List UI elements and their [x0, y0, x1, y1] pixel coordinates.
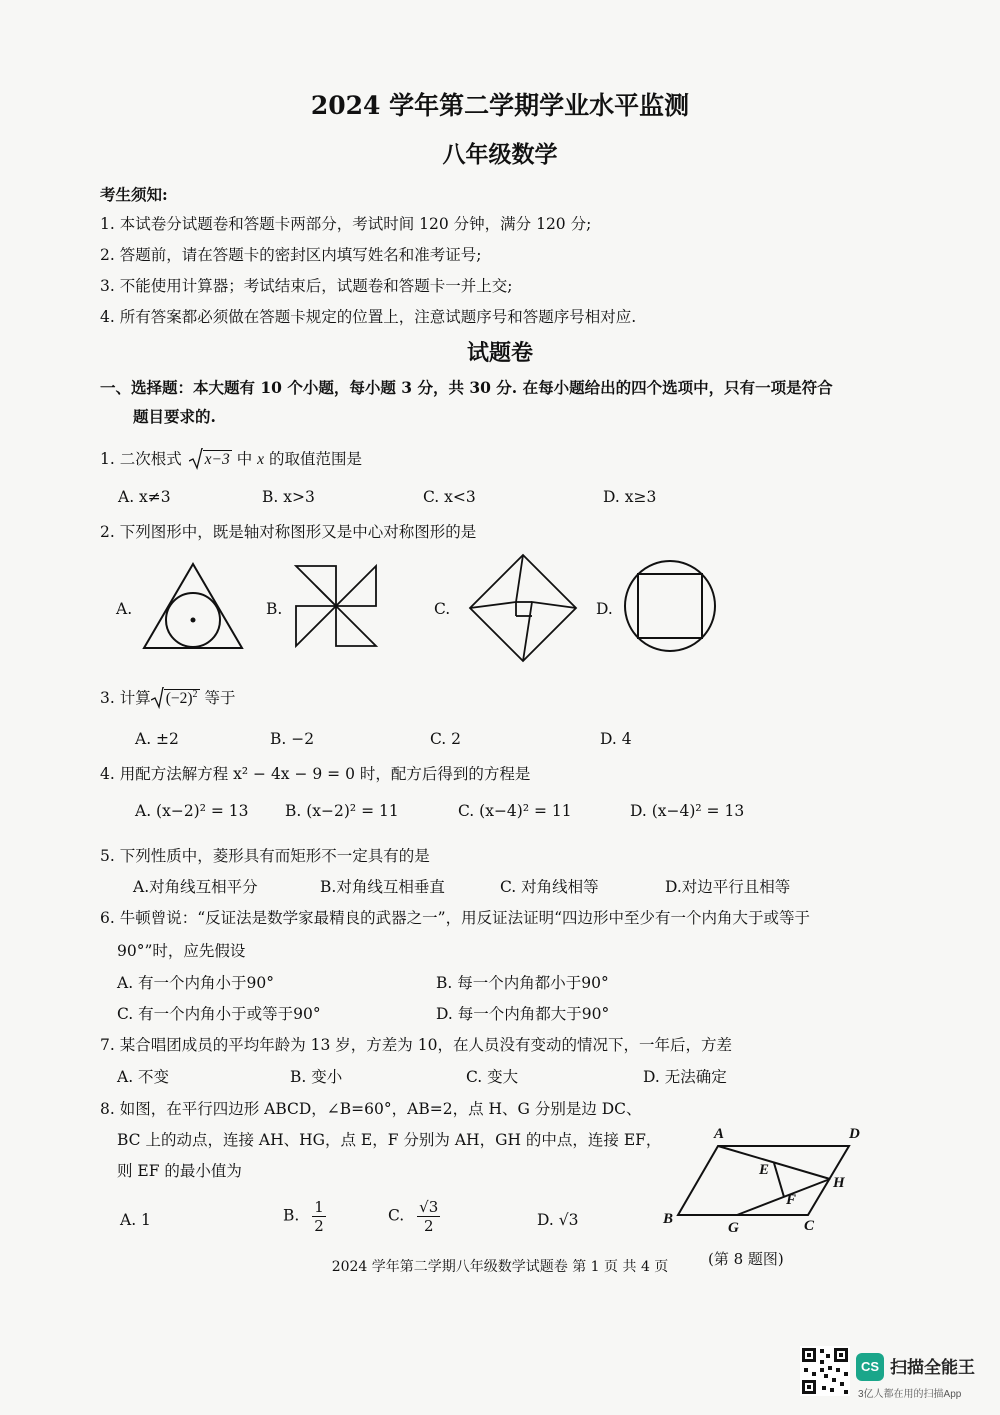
q3-option-b: B. −2 — [270, 730, 315, 748]
figure-circle-square — [622, 558, 718, 654]
q2-label-a: A. — [116, 600, 133, 618]
q1-option-c: C. x<3 — [423, 488, 476, 506]
figure-pinwheel — [292, 562, 382, 652]
question-7: 7. 某合唱团成员的平均年龄为 13 岁，方差为 10，在人员没有变动的情况下，一年后，方差 — [100, 1036, 732, 1054]
q5-option-a: A.对角线互相平分 — [133, 878, 258, 896]
point-label-c: C — [804, 1218, 815, 1234]
section1-line2: 题目要求的. — [133, 407, 216, 426]
q7-option-c: C. 变大 — [466, 1068, 519, 1086]
q1-option-b: B. x>3 — [262, 488, 315, 506]
point-label-e: E — [759, 1162, 770, 1178]
q8-option-b-label: B. — [283, 1206, 300, 1225]
scanner-logo: CS — [856, 1353, 884, 1381]
q3-suffix: 等于 — [204, 689, 236, 707]
paper-title: 试题卷 — [466, 340, 533, 366]
q8-option-c-denominator: 2 — [423, 1217, 434, 1235]
point-label-g: G — [728, 1220, 739, 1236]
q3-radicand: (−2) — [165, 690, 193, 707]
q1-option-d: D. x≥3 — [603, 488, 657, 506]
q8-option-d: D. √3 — [537, 1211, 579, 1229]
q1-radicand: x−3 — [204, 451, 230, 468]
q8-option-b — [283, 1198, 326, 1235]
notice-item-2: 2. 答题前，请在答题卡的密封区内填写姓名和准考证号; — [100, 246, 482, 264]
q8-option-b-numerator: 1 — [314, 1198, 324, 1216]
q6-option-b: B. 每一个内角都小于90° — [436, 974, 609, 992]
question-5: 5. 下列性质中，菱形具有而矩形不一定具有的是 — [100, 847, 430, 865]
point-label-a: A — [714, 1126, 725, 1142]
q8-option-a: A. 1 — [120, 1211, 151, 1229]
q5-option-c: C. 对角线相等 — [500, 878, 599, 896]
question-8-line2: BC 上的动点，连接 AH、HG，点 E，F 分别为 AH，GH 的中点，连接 EF， — [117, 1131, 662, 1149]
point-label-h: H — [833, 1175, 845, 1191]
notice-heading: 考生须知: — [100, 185, 168, 204]
q1-mid: 中 — [236, 450, 253, 468]
qr-code-icon — [800, 1346, 850, 1396]
q4-option-a: A. (x−2)² = 13 — [135, 802, 249, 820]
q1-prefix: 1. 二次根式 — [100, 450, 182, 468]
q3-option-c: C. 2 — [430, 730, 462, 748]
q5-option-d: D.对边平行且相等 — [665, 878, 791, 896]
notice-item-3: 3. 不能使用计算器；考试结束后，试题卷和答题卡一并上交; — [100, 277, 513, 295]
scanner-tagline: 3亿人都在用的扫描App — [858, 1389, 962, 1400]
q6-option-c: C. 有一个内角小于或等于90° — [117, 1005, 321, 1023]
q4-option-d: D. (x−4)² = 13 — [630, 802, 745, 820]
section1-line1: 一、选择题：本大题有 10 个小题，每小题 3 分，共 30 分. 在每小题给出的四个选项中，只有一项是符合 — [100, 378, 833, 397]
q1-suffix: 的取值范围是 — [268, 450, 362, 468]
q2-label-d: D. — [596, 600, 613, 618]
q7-option-a: A. 不变 — [117, 1068, 170, 1086]
question-8-line3: 则 EF 的最小值为 — [117, 1162, 242, 1180]
point-label-b: B — [663, 1211, 674, 1227]
question-4: 4. 用配方法解方程 x² − 4x − 9 = 0 时，配方后得到的方程是 — [100, 765, 531, 783]
question-6-line1: 6. 牛顿曾说：“反证法是数学家最精良的武器之一”，用反证法证明“四边形中至少有一个内角大于或等于 — [100, 909, 810, 927]
q8-option-c-label: C. — [388, 1206, 405, 1225]
q3-option-a: A. ±2 — [135, 730, 179, 748]
q1-option-a: A. x≠3 — [118, 488, 171, 506]
point-label-d: D — [849, 1126, 860, 1142]
question-6-line2: 90°”时，应先假设 — [117, 942, 246, 960]
sqrt-sign-icon — [189, 448, 203, 470]
figure-rotated-square — [466, 552, 580, 664]
figure-triangle-circle — [140, 560, 246, 652]
figure-parallelogram — [655, 1120, 865, 1238]
question-1 — [100, 447, 362, 470]
q8-option-c — [388, 1198, 440, 1235]
q8-option-c-numerator: √3 — [419, 1198, 439, 1216]
q1-var: x — [257, 451, 265, 468]
q3-exponent: 2 — [192, 688, 198, 700]
q3-prefix: 3. 计算 — [100, 689, 151, 707]
sqrt-sign-icon — [151, 687, 164, 709]
scanner-name: 扫描全能王 — [890, 1358, 975, 1377]
q2-label-c: C. — [434, 600, 451, 618]
q5-option-b: B.对角线互相垂直 — [320, 878, 445, 896]
point-label-f: F — [786, 1192, 797, 1208]
exam-subtitle: 八年级数学 — [442, 141, 558, 168]
page-footer: 2024 学年第二学期八年级数学试题卷 第 1 页 共 4 页 — [331, 1259, 669, 1275]
question-3 — [100, 686, 236, 709]
q3-option-d: D. 4 — [600, 730, 632, 748]
q7-option-b: B. 变小 — [290, 1068, 343, 1086]
exam-title: 2024 学年第二学期学业水平监测 — [310, 91, 690, 120]
q4-option-c: C. (x−4)² = 11 — [458, 802, 572, 820]
q4-option-b: B. (x−2)² = 11 — [285, 802, 399, 820]
question-2: 2. 下列图形中，既是轴对称图形又是中心对称图形的是 — [100, 523, 477, 541]
figure-caption: (第 8 题图) — [708, 1250, 784, 1268]
q7-option-d: D. 无法确定 — [643, 1068, 727, 1086]
q2-label-b: B. — [266, 600, 283, 618]
q6-option-a: A. 有一个内角小于90° — [117, 974, 275, 992]
q8-option-b-denominator: 2 — [314, 1217, 324, 1235]
q6-option-d: D. 每一个内角都大于90° — [436, 1005, 610, 1023]
notice-item-4: 4. 所有答案都必须做在答题卡规定的位置上，注意试题序号和答题序号相对应. — [100, 308, 637, 326]
question-8-line1: 8. 如图，在平行四边形 ABCD，∠B=60°，AB=2，点 H、G 分别是边 DC、 — [100, 1100, 642, 1118]
notice-item-1: 1. 本试卷分试题卷和答题卡两部分，考试时间 120 分钟，满分 120 分; — [100, 215, 592, 233]
